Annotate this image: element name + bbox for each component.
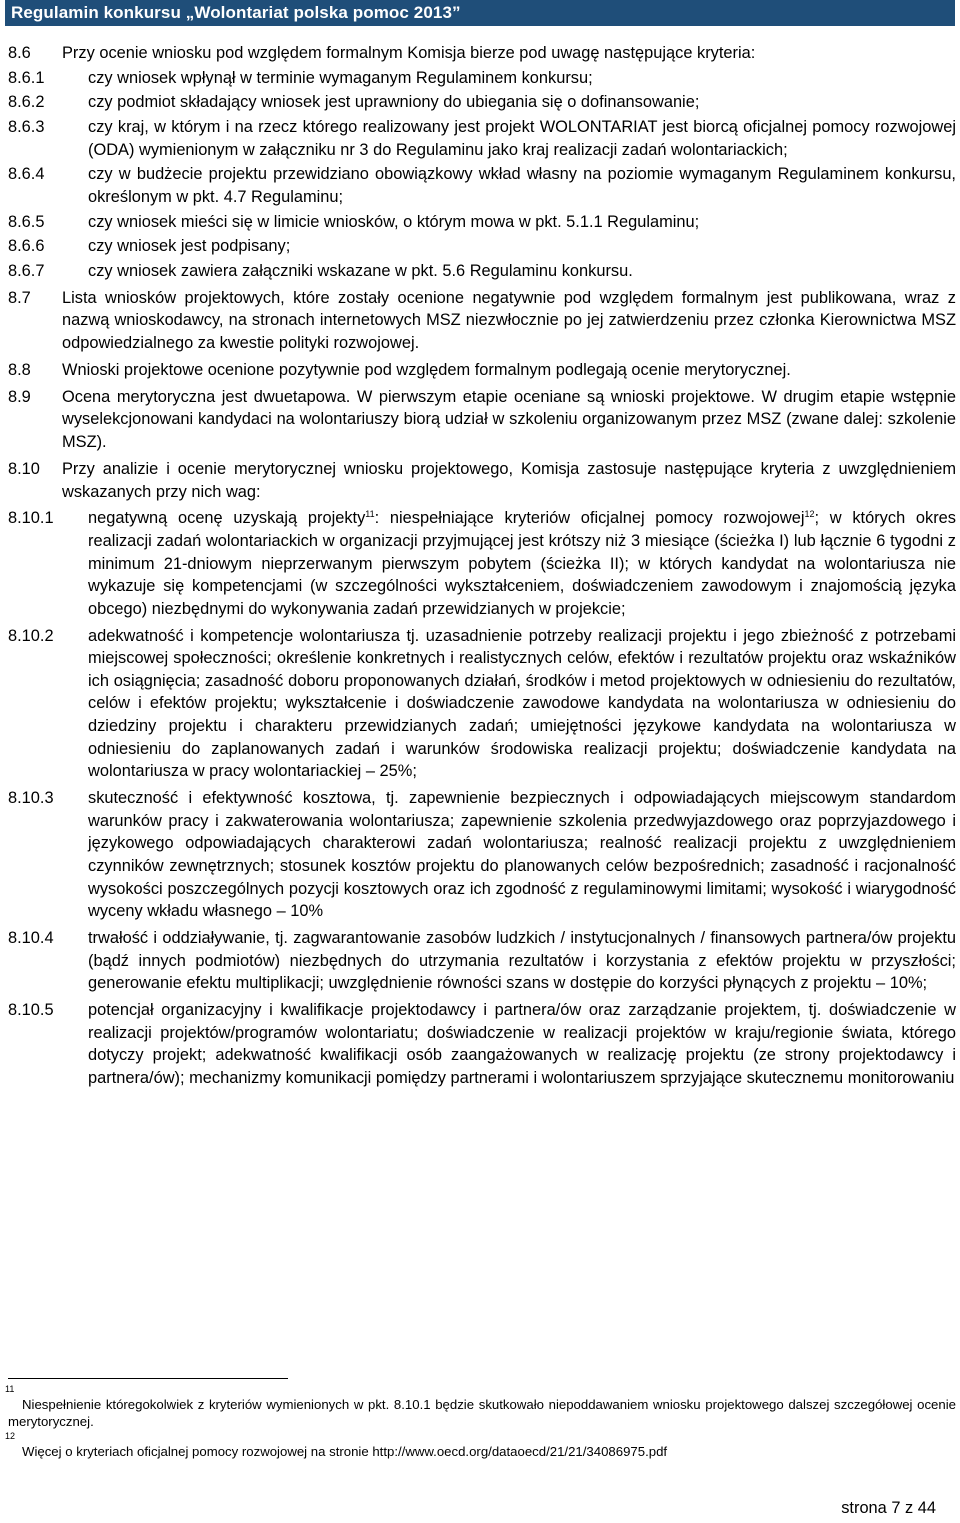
section-text: trwałość i oddziaływanie, tj. zagwarantowanie zasobów ludzkich / instytucjonalnych / finansowych partnera/ów projektu (bądź innych podmiotów) niezbędnych do utrzymania rezultatów i korzystania z efektów projektu w przyszłości; generowanie efektu multiplikacji; uwzględnienie równości szans w dostępie do korzyści płynących z projektu – 10%; — [88, 929, 956, 993]
section-text-part: : niespełniające kryteriów oficjalnej pomocy rozwojowej — [374, 509, 805, 528]
section-8-6-5 — [8, 211, 956, 234]
footnotes — [5, 1384, 956, 1460]
footnote-ref-11[interactable]: 11 — [365, 509, 375, 520]
section-text — [88, 507, 956, 620]
footnote-11 — [5, 1384, 956, 1430]
section-8-10-3 — [8, 787, 956, 923]
footnote-mark: 12 — [5, 1431, 16, 1441]
section-8-9 — [8, 386, 956, 454]
section-number: 8.6.2 — [8, 93, 45, 112]
footnote-ref-12[interactable]: 12 — [804, 509, 815, 520]
section-text: Lista wniosków projektowych, które zostały ocenione negatywnie pod względem formalnym jest publikowana, wraz z nazwą wnioskodawcy, na stronach internetowych MSZ niezwłocznie po jej zatwierdzeniu przez członka Kierownictwa MSZ odpowiedzialnego za kwestie polityki rozwojowej. — [62, 288, 956, 353]
footnote-mark: 11 — [5, 1384, 15, 1394]
section-number: 8.6.7 — [8, 262, 45, 280]
document-title: Regulamin konkursu „Wolontariat polska pomoc 2013” — [11, 3, 461, 22]
section-text: Przy ocenie wniosku pod względem formalnym Komisja bierze pod uwagę następujące kryteria: — [62, 44, 756, 62]
page-number: strona 7 z 44 — [841, 1499, 936, 1517]
section-number: 8.10.2 — [8, 626, 54, 645]
section-text: adekwatność i kompetencje wolontariusza tj. uzasadnienie potrzeby realizacji projektu i jego zbieżność z potrzebami miejscowej społeczności; określenie konkretnych i realistycznych celów, efektów i rezultatów projektu oraz wskaźników ich osiągnięcia; zasadność doboru proponowanych działań, środków i metod projektowych w odniesieniu do rezultatów, celów i efektów projektu; wykształcenie i doświadczenie zawodowe kandydata na wolontariusza w odniesieniu do dziedziny projektu i charakteru przewidzianych zadań; umiejętności językowe kandydata na wolontariusza w odniesieniu do zaplanowanych zadań i warunków środowiska realizacji projektu; doświadczenie kandydata na wolontariusza w pracy wolontariackiej – 25%; — [88, 626, 956, 781]
section-8-10-2 — [8, 625, 956, 783]
section-text: potencjał organizacyjny i kwalifikacje projektodawcy i partnera/ów oraz zarządzanie projektem, tj. doświadczenie w realizacji projektów/programów wolontariatu; doświadczenie w realizacji projektów w kraju/regionie świata, którego dotyczy projekt; adekwatność kwalifikacji osób zaangażowanych w realizację projektu (ze strony projektodawcy i partnera/ów); mechanizmy komunikacji pomiędzy partnerami i wolontariuszem sprzyjające skutecznemu monitorowaniu — [88, 1001, 956, 1087]
section-number: 8.10.5 — [8, 1001, 54, 1020]
section-text: czy wniosek jest podpisany; — [88, 237, 291, 256]
section-number: 8.10.3 — [8, 789, 54, 808]
section-number: 8.6.1 — [8, 68, 45, 87]
section-number: 8.6.5 — [8, 212, 45, 231]
section-number: 8.6.6 — [8, 237, 45, 256]
document-header — [5, 0, 955, 26]
section-8-6-1 — [8, 67, 956, 90]
section-number: 8.8 — [8, 360, 31, 379]
section-number: 8.6.3 — [8, 118, 45, 137]
section-8-6-6 — [8, 235, 956, 258]
section-text: czy wniosek wpłynął w terminie wymaganym Regulaminem konkursu; — [88, 68, 593, 87]
footnote-text: Niespełnienie któregokolwiek z kryteriów wymienionych w pkt. 8.10.1 będzie skutkowało niepoddawaniem wniosku projektowego dalszej szczegółowej ocenie merytorycznej. — [8, 1397, 956, 1429]
section-text-part: ; w których okres realizacji zadań wolontariackich w organizacji przyjmującej jest krótszy niż 3 miesiące (ścieżka I) lub łącznie 6 tygodni z minimum 21-dniowym nieprzerwanym pierwszym pobytem (ścieżka II); w których kandydat na wolontariusza nie wykazuje się kompetencjami (w szczególności wykształceniem, doświadczeniem zawodowym i znajomością języka obcego) niezbędnymi do wykonywania zadań przewidzianych w projekcie; — [88, 509, 956, 618]
section-8-10 — [8, 458, 956, 503]
section-text: czy wniosek mieści się w limicie wniosków, o którym mowa w pkt. 5.1.1 Regulaminu; — [88, 212, 700, 231]
section-text: Wnioski projektowe ocenione pozytywnie pod względem formalnym podlegają ocenie merytorycznej. — [62, 360, 791, 379]
section-number: 8.10 — [8, 459, 40, 478]
section-8-6-7 — [8, 260, 956, 283]
section-8-7 — [8, 287, 956, 355]
document-body — [8, 42, 956, 1089]
section-text: Ocena merytoryczna jest dwuetapowa. W pierwszym etapie oceniane są wnioski projektowe. W drugim etapie wstępnie wyselekcjonowani kandydaci na wolontariuszy biorą udział w szkoleniu organizowanym przez MSZ (zwane dalej: szkolenie MSZ). — [62, 387, 956, 452]
section-8-6-2 — [8, 91, 956, 114]
section-text: czy wniosek zawiera załączniki wskazane w pkt. 5.6 Regulaminu konkursu. — [88, 262, 633, 280]
section-8-6-3 — [8, 116, 956, 161]
section-text-part: negatywną ocenę uzyskają projekty — [88, 509, 366, 528]
section-number: 8.6 — [8, 44, 31, 62]
section-8-10-1 — [8, 507, 956, 620]
section-number: 8.9 — [8, 387, 31, 406]
section-8-8 — [8, 359, 956, 382]
section-number: 8.7 — [8, 288, 31, 307]
section-8-6 — [8, 42, 956, 65]
section-8-6-4 — [8, 163, 956, 208]
section-8-10-4 — [8, 927, 956, 995]
footnote-text[interactable]: Więcej o kryteriach oficjalnej pomocy rozwojowej na stronie http://www.oecd.org/dataoecd/21/21/34086975.pdf — [22, 1444, 668, 1459]
section-text: Przy analizie i ocenie merytorycznej wniosku projektowego, Komisja zastosuje następujące kryteria z uwzględnieniem wskazanych przy nich wag: — [62, 459, 956, 501]
section-8-10-5 — [8, 999, 956, 1089]
section-text: czy w budżecie projektu przewidziano obowiązkowy wkład własny na poziomie wymaganym Regulaminem konkursu, określonym w pkt. 4.7 Regulaminu; — [88, 165, 956, 206]
section-text: czy kraj, w którym i na rzecz którego realizowany jest projekt WOLONTARIAT jest biorcą oficjalnej pomocy rozwojowej (ODA) wymienionym w załączniku nr 3 do Regulaminu jako kraj realizacji zadań wolontariackich; — [88, 118, 956, 159]
section-number: 8.10.1 — [8, 509, 54, 528]
section-text: czy podmiot składający wniosek jest uprawniony do ubiegania się o dofinansowanie; — [88, 93, 700, 112]
footnote-separator — [8, 1378, 288, 1379]
footnote-12 — [5, 1431, 956, 1460]
section-number: 8.6.4 — [8, 165, 45, 184]
section-number: 8.10.4 — [8, 929, 54, 947]
section-text: skuteczność i efektywność kosztowa, tj. zapewnienie bezpiecznych i odpowiadających miejscowym standardom warunków pracy i zakwaterowania wolontariusza; zapewnienie szkolenia przedwyjazdowego oraz poprzyjazdowego i językowego odpowiadających charakterowi zadań wolontariusza; realność realizacji projektu z uwzględnieniem czynników zewnętrznych; stosunek kosztów projektu do planowanych celów bezpośrednich; zasadność i racjonalność wysokości poszczególnych pozycji kosztowych oraz ich zgodność z regulaminowymi limitami; wysokość i wiarygodność wyceny wkładu własnego – 10% — [88, 789, 956, 921]
